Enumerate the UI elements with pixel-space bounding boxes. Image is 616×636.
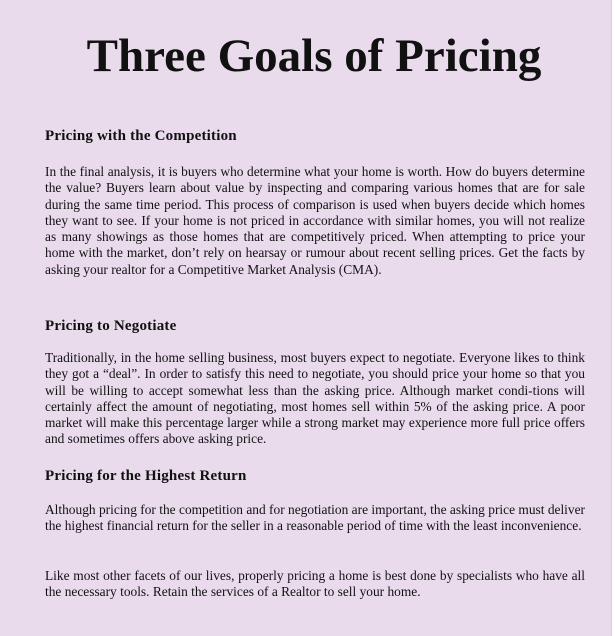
paragraph-negotiate: Traditionally, in the home selling business, most buyers expect to negotiate. Everyone likes to think they got a “deal”. In order to satisfy this need to negotiate, you should price your home so that you will be willing to accept somewhat less than the asking price. Although market condi-tions will certainly affect the amount of negotiating, most homes sell within 5% of the asking price. A poor market will make this percentage larger while a strong market may experience more full price offers and sometimes offers above asking price. [45,350,585,447]
section-heading-negotiate: Pricing to Negotiate [45,318,177,334]
paragraph-competition: In the final analysis, it is buyers who determine what your home is worth. How do buyers determine the value? Buyers learn about value by inspecting and comparing various homes that are for sale during the same time period. This process of comparison is used when buyers decide which homes they want to see. If your home is not priced in accordance with similar homes, you will not realize as many showings as those homes that are competitively priced. When attempting to price your home with the market, don’t rely on hearsay or rumour about recent selling prices. Get the facts by asking your realtor for a Competitive Market Analysis (CMA). [45,164,585,277]
section-heading-highest-return: Pricing for the Highest Return [45,468,247,484]
page-title: Three Goals of Pricing [86,30,542,82]
paragraph-realtor: Like most other facets of our lives, properly pricing a home is best done by specialists who have all the necessary tools. Retain the services of a Realtor to sell your home. [45,568,585,600]
paragraph-highest-return: Although pricing for the competition and for negotiation are important, the asking price must deliver the highest financial return for the seller in a reasonable period of time with the least inconvenience. [45,502,585,534]
section-heading-competition: Pricing with the Competition [45,128,237,144]
